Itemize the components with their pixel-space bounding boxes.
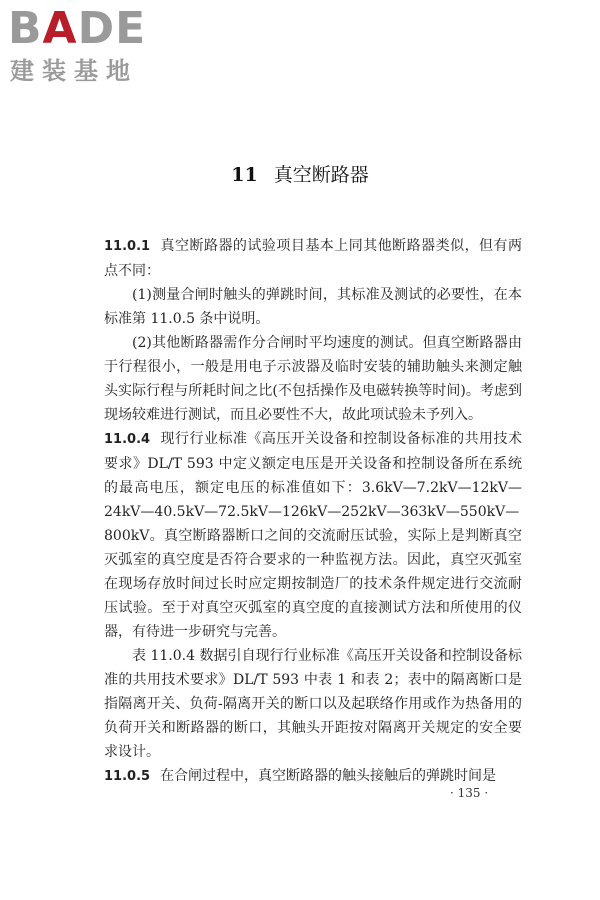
- clause-text: 在合闸过程中，真空断路器的触头接触后的弹跳时间是: [160, 768, 497, 784]
- clause-number: 11.0.1: [104, 239, 151, 254]
- logo-letter-a-accent: A: [42, 3, 78, 54]
- clause-11-0-1-item-1: (1)测量合闸时触头的弹跳时间，其标准及测试的必要性，在本标准第 11.0.5 条中说明。: [104, 287, 522, 327]
- clause-text: 现行行业标准《高压开关设备和控制设备标准的共用技术要求》DL/T 593 中定义额定电压是开关设备和控制设备所在系统的最高电压，额定电压的标准值如下：3.6kV—7.2kV—12kV—24kV—40.5kV—72.5kV—126kV—252kV—363kV—550kV—800kV。真空断路器断口之间的交流耐压试验，实际上是判断真空灭弧室的真空度是否符合要求的一种监视方法。因此，真空灭弧室在现场存放时间过长时应定期按制造厂的技术条件规定进行交流耐压试验。至于对真空灭弧室的真空度的直接测试方法和所使用的仪器，有待进一步研究与完善。: [104, 431, 522, 640]
- body-text: [104, 234, 522, 789]
- clause-11-0-4-paragraph-2: 表 11.0.4 数据引自现行行业标准《高压开关设备和控制设备标准的共用技术要求》DL/T 593 中表 1 和表 2；表中的隔离断口是指隔离开关、负荷-隔离开关的断口以及起联络作用或作为热备用的负荷开关和断路器的断口，其触头开距按对隔离开关规定的安全要求设计。: [104, 648, 522, 760]
- page-number: · 135 ·: [450, 786, 489, 800]
- bade-logo: [8, 4, 178, 94]
- logo-chinese-name: 建装基地: [10, 57, 138, 85]
- logo-letter-b: B: [8, 3, 43, 54]
- clause-11-0-1-item-2: (2)其他断路器需作分合闸时平均速度的测试。但真空断路器由于行程很小，一般是用电子示波器及临时安装的辅助触头来测定触头实际行程与所耗时间之比(不包括操作及电磁转换等时间)。考虑到现场较难进行测试，而且必要性不大，故此项试验未予列入。: [104, 335, 522, 423]
- logo-letters-de: DE: [77, 3, 147, 54]
- clause-11-0-1: [104, 234, 522, 283]
- logo-wordmark: [8, 4, 146, 54]
- chapter-title-text: 真空断路器: [273, 164, 369, 186]
- clause-11-0-4: [104, 427, 522, 644]
- chapter-title: [0, 162, 600, 188]
- chapter-number: 11: [231, 164, 258, 186]
- clause-number: 11.0.4: [104, 432, 151, 447]
- clause-number: 11.0.5: [104, 769, 151, 784]
- clause-text: 真空断路器的试验项目基本上同其他断路器类似，但有两点不同：: [104, 238, 522, 279]
